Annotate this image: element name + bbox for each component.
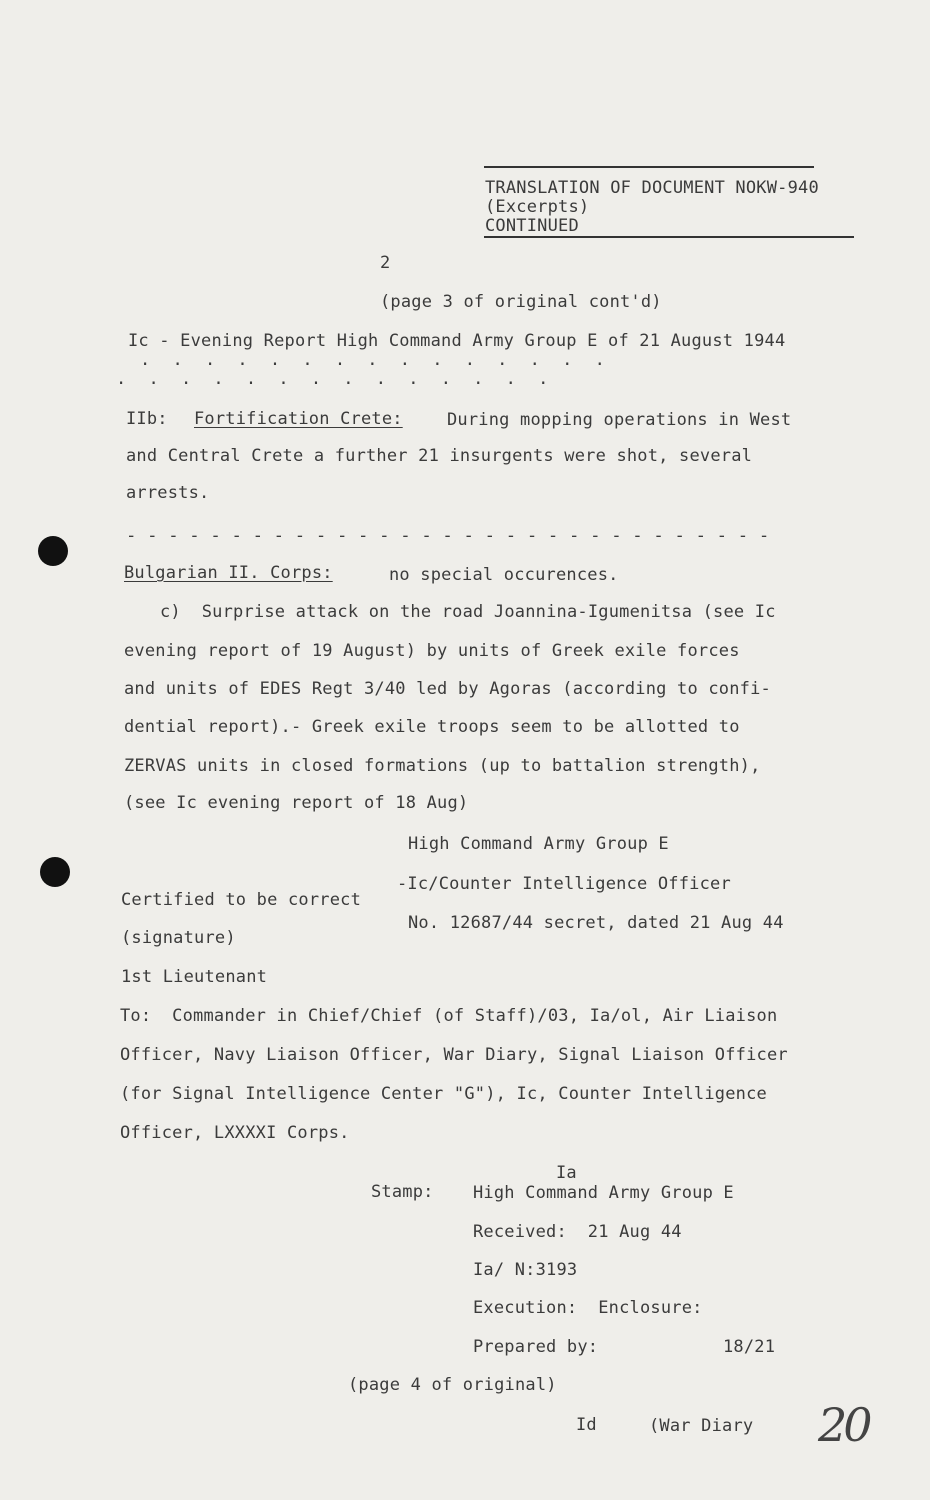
stamp-top-label: Ia [556,1163,577,1183]
page-reference-bottom: (page 4 of original) [348,1375,557,1395]
sig-block-line3: No. 12687/44 secret, dated 21 Aug 44 [408,913,784,933]
distribution-line3: (for Signal Intelligence Center "G"), Ic, Counter Intelligence [120,1084,767,1104]
para-c-line2: evening report of 19 August) by units of Greek exile forces [124,641,740,661]
sig-block-line1: High Command Army Group E [408,834,669,854]
binder-hole-top [38,536,68,566]
distribution-line1: To: Commander in Chief/Chief (of Staff)/03, Ia/ol, Air Liaison [120,1006,778,1026]
binder-hole-bottom [40,857,70,887]
distribution-line2: Officer, Navy Liaison Officer, War Diary, Signal Liaison Officer [120,1045,788,1065]
stamp-line1: High Command Army Group E [473,1183,734,1203]
stamp-line3: Ia/ N:3193 [473,1260,578,1280]
bulgarian-text: no special occurences. [389,565,619,585]
header-continued: CONTINUED [485,216,579,236]
section-iib-heading: Fortification Crete: [194,409,403,429]
bulgarian-heading: Bulgarian II. Corps: [124,563,333,583]
handwritten-page-number: 20 [818,1398,869,1452]
para-c-line4: dential report).- Greek exile troops seem to be allotted to [124,717,740,737]
stamp-label: Stamp: [371,1182,434,1202]
para-c-line6: (see Ic evening report of 18 Aug) [124,793,469,813]
report-title: Ic - Evening Report High Command Army Group E of 21 August 1944 [128,331,786,351]
footer-id-label: Id [576,1415,597,1435]
certified-rank: 1st Lieutenant [121,967,268,987]
ellipsis-row-1: . . . . . . . . . . . . . . . [140,350,611,370]
certified-signature: (signature) [121,928,236,948]
header-excerpts: (Excerpts) [485,197,590,217]
section-iib-line1: During mopping operations in West [447,410,792,430]
stamp-line5-value: 18/21 [723,1337,776,1357]
para-c-line1: c) Surprise attack on the road Joannina-Igumenitsa (see Ic [160,602,776,622]
para-c-line3: and units of EDES Regt 3/40 led by Agoras (according to confi- [124,679,771,699]
para-c-line5: ZERVAS units in closed formations (up to battalion strength), [124,756,761,776]
page-reference-top: (page 3 of original cont'd) [380,292,662,312]
footer-war-diary: (War Diary [649,1416,754,1436]
section-iib-line3: arrests. [126,483,210,503]
distribution-line4: Officer, LXXXXI Corps. [120,1123,350,1143]
certified-text: Certified to be correct [121,890,362,910]
header-title: TRANSLATION OF DOCUMENT NOKW-940 [485,178,819,198]
page-number: 2 [380,253,391,273]
section-iib-label: IIb: [126,409,168,429]
stamp-line2: Received: 21 Aug 44 [473,1222,682,1242]
section-iib-line2: and Central Crete a further 21 insurgents were shot, several [126,446,753,466]
sig-block-line2: -Ic/Counter Intelligence Officer [397,874,731,894]
header-bottom-rule [484,236,854,238]
ellipsis-row-2: . . . . . . . . . . . . . . [116,369,555,389]
dash-separator: - - - - - - - - - - - - - - - - - - - - - - - - - - - - - - - [126,526,770,546]
stamp-line4: Execution: Enclosure: [473,1298,703,1318]
header-top-rule [484,166,814,168]
stamp-line5: Prepared by: [473,1337,599,1357]
